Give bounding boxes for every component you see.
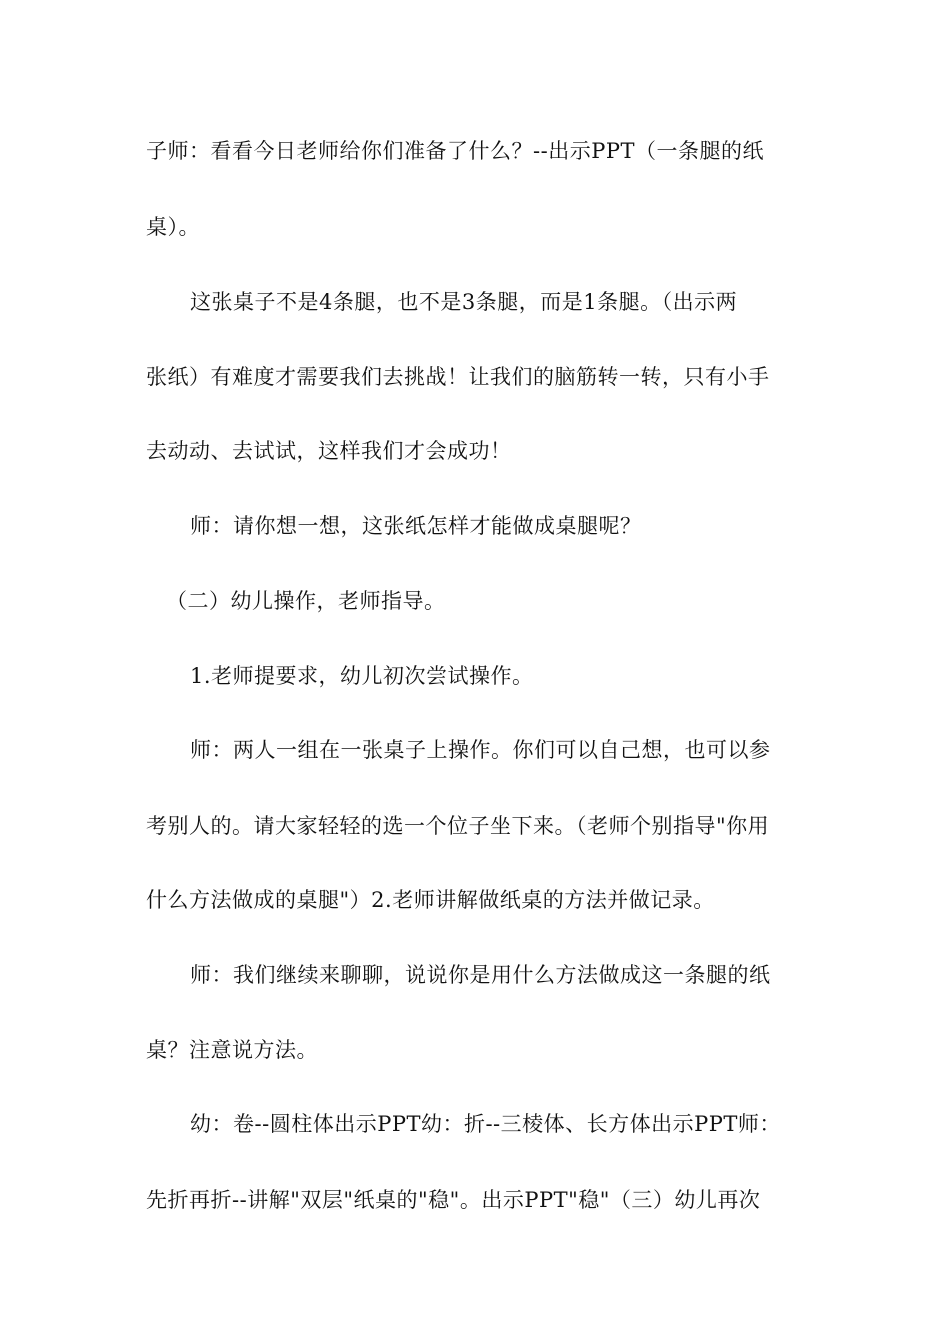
text-line: 去动动、去试试，这样我们才会成功！ [146,439,512,463]
text-line: 师：我们继续来聊聊，说说你是用什么方法做成这一条腿的纸 [190,963,771,987]
text-line: 这张桌子不是4条腿，也不是3条腿，而是1条腿。（出示两 [190,290,738,314]
text-line: 张纸）有难度才需要我们去挑战！让我们的脑筋转一转，只有小手 [146,365,770,389]
text-line: 什么方法做成的桌腿"）2.老师讲解做纸桌的方法并做记录。 [146,888,715,912]
text-line: 幼：卷--圆柱体出示PPT幼：折--三棱体、长方体出示PPT师： [190,1112,781,1136]
text-line: 子师：看看今日老师给你们准备了什么？--出示PPT（一条腿的纸 [146,139,764,163]
text-line: 桌）。 [146,215,200,239]
text-line: 先折再折--讲解"双层"纸桌的"稳"。出示PPT"稳"（三）幼儿再次 [146,1188,761,1212]
text-line: 师：两人一组在一张桌子上操作。你们可以自己想，也可以参 [190,738,771,762]
text-line: 考别人的。请大家轻轻的选一个位子坐下来。（老师个别指导"你用 [146,814,770,838]
text-line: 1.老师提要求，幼儿初次尝试操作。 [190,664,534,688]
section-heading: （二）幼儿操作，老师指导。 [166,589,446,613]
text-line: 桌？注意说方法。 [146,1038,318,1062]
text-line: 师：请你想一想，这张纸怎样才能做成桌腿呢？ [190,514,642,538]
